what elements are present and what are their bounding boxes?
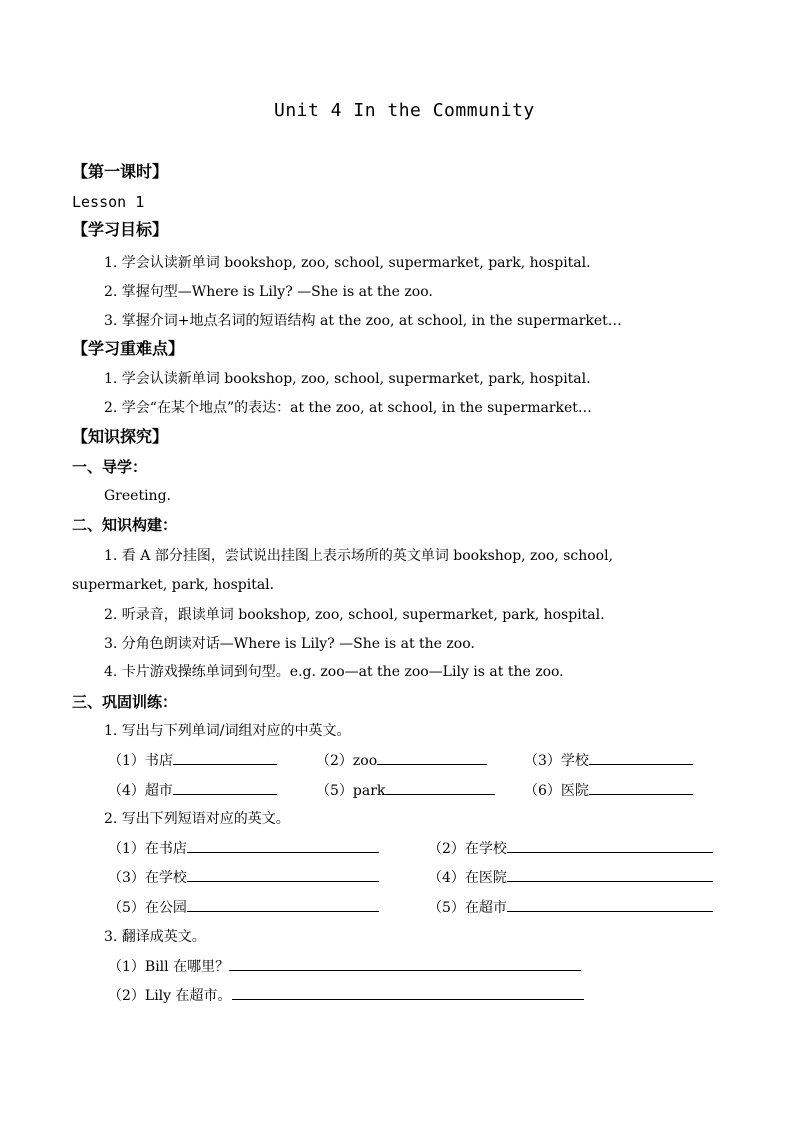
q2-item: （1）在书店 xyxy=(108,838,379,859)
q1-item: （3）学校 xyxy=(524,750,693,771)
q2-item: （5）在公园 xyxy=(108,897,379,918)
q2-item: （5）在超市 xyxy=(428,897,713,918)
objectives-heading: 【学习目标】 xyxy=(72,220,169,239)
answer-blank[interactable] xyxy=(385,780,495,795)
part1-text: Greeting. xyxy=(104,488,171,504)
answer-blank[interactable] xyxy=(229,956,581,971)
answer-blank[interactable] xyxy=(507,897,713,912)
objective-item: 1. 学会认读新单词 bookshop, zoo, school, supermarket, park, hospital. xyxy=(104,255,591,271)
q1-item: （6）医院 xyxy=(524,780,693,801)
answer-blank[interactable] xyxy=(173,780,277,795)
part2-item: 3. 分角色朗读对话—Where is Lily? —She is at the zoo. xyxy=(104,636,475,652)
answer-blank[interactable] xyxy=(232,985,584,1000)
document-title: Unit 4 In the Community xyxy=(274,100,535,121)
answer-blank[interactable] xyxy=(187,867,379,882)
key-point-item: 2. 学会“在某个地点”的表达：at the zoo, at school, in the supermarket… xyxy=(104,400,592,416)
q2-item: （2）在学校 xyxy=(428,838,713,859)
answer-blank[interactable] xyxy=(589,750,693,765)
q1-instruction: 1. 写出与下列单词/词组对应的中英文。 xyxy=(104,723,351,739)
q3-instruction: 3. 翻译成英文。 xyxy=(104,929,206,945)
part1-heading: 一、导学： xyxy=(72,458,148,476)
answer-blank[interactable] xyxy=(507,838,713,853)
q1-item: （5）park xyxy=(316,780,495,801)
q1-item: （4）超市 xyxy=(108,780,277,801)
answer-blank[interactable] xyxy=(589,780,693,795)
lesson-name: Lesson 1 xyxy=(72,193,145,211)
lesson-header: 【第一课时】 xyxy=(72,162,169,181)
part2-item: 2. 听录音，跟读单词 bookshop, zoo, school, supermarket, park, hospital. xyxy=(104,607,605,623)
part2-item: 1. 看 A 部分挂图，尝试说出挂图上表示场所的英文单词 bookshop, zoo, school, xyxy=(104,548,614,564)
q2-item: （4）在医院 xyxy=(428,867,713,888)
objective-item: 2. 掌握句型—Where is Lily? —She is at the zoo. xyxy=(104,284,433,300)
q3-item: （1）Bill 在哪里？ xyxy=(108,956,581,977)
answer-blank[interactable] xyxy=(187,897,379,912)
key-points-heading: 【学习重难点】 xyxy=(72,339,185,358)
q2-item: （3）在学校 xyxy=(108,867,379,888)
key-point-item: 1. 学会认读新单词 bookshop, zoo, school, supermarket, park, hospital. xyxy=(104,371,591,387)
answer-blank[interactable] xyxy=(507,867,713,882)
objective-item: 3. 掌握介词+地点名词的短语结构 at the zoo, at school, in the supermarket… xyxy=(104,313,622,329)
part2-heading: 二、知识构建： xyxy=(72,516,178,534)
answer-blank[interactable] xyxy=(187,838,379,853)
part3-heading: 三、巩固训练： xyxy=(72,693,178,711)
part2-item: 4. 卡片游戏操练单词到句型。e.g. zoo—at the zoo—Lily is at the zoo. xyxy=(104,664,564,680)
exploration-heading: 【知识探究】 xyxy=(72,427,169,446)
q2-instruction: 2. 写出下列短语对应的英文。 xyxy=(104,811,290,827)
part2-item: supermarket, park, hospital. xyxy=(72,577,275,593)
q1-item: （2）zoo xyxy=(316,750,487,771)
q3-item: （2）Lily 在超市。 xyxy=(108,985,584,1006)
answer-blank[interactable] xyxy=(377,750,487,765)
answer-blank[interactable] xyxy=(173,750,277,765)
q1-item: （1）书店 xyxy=(108,750,277,771)
